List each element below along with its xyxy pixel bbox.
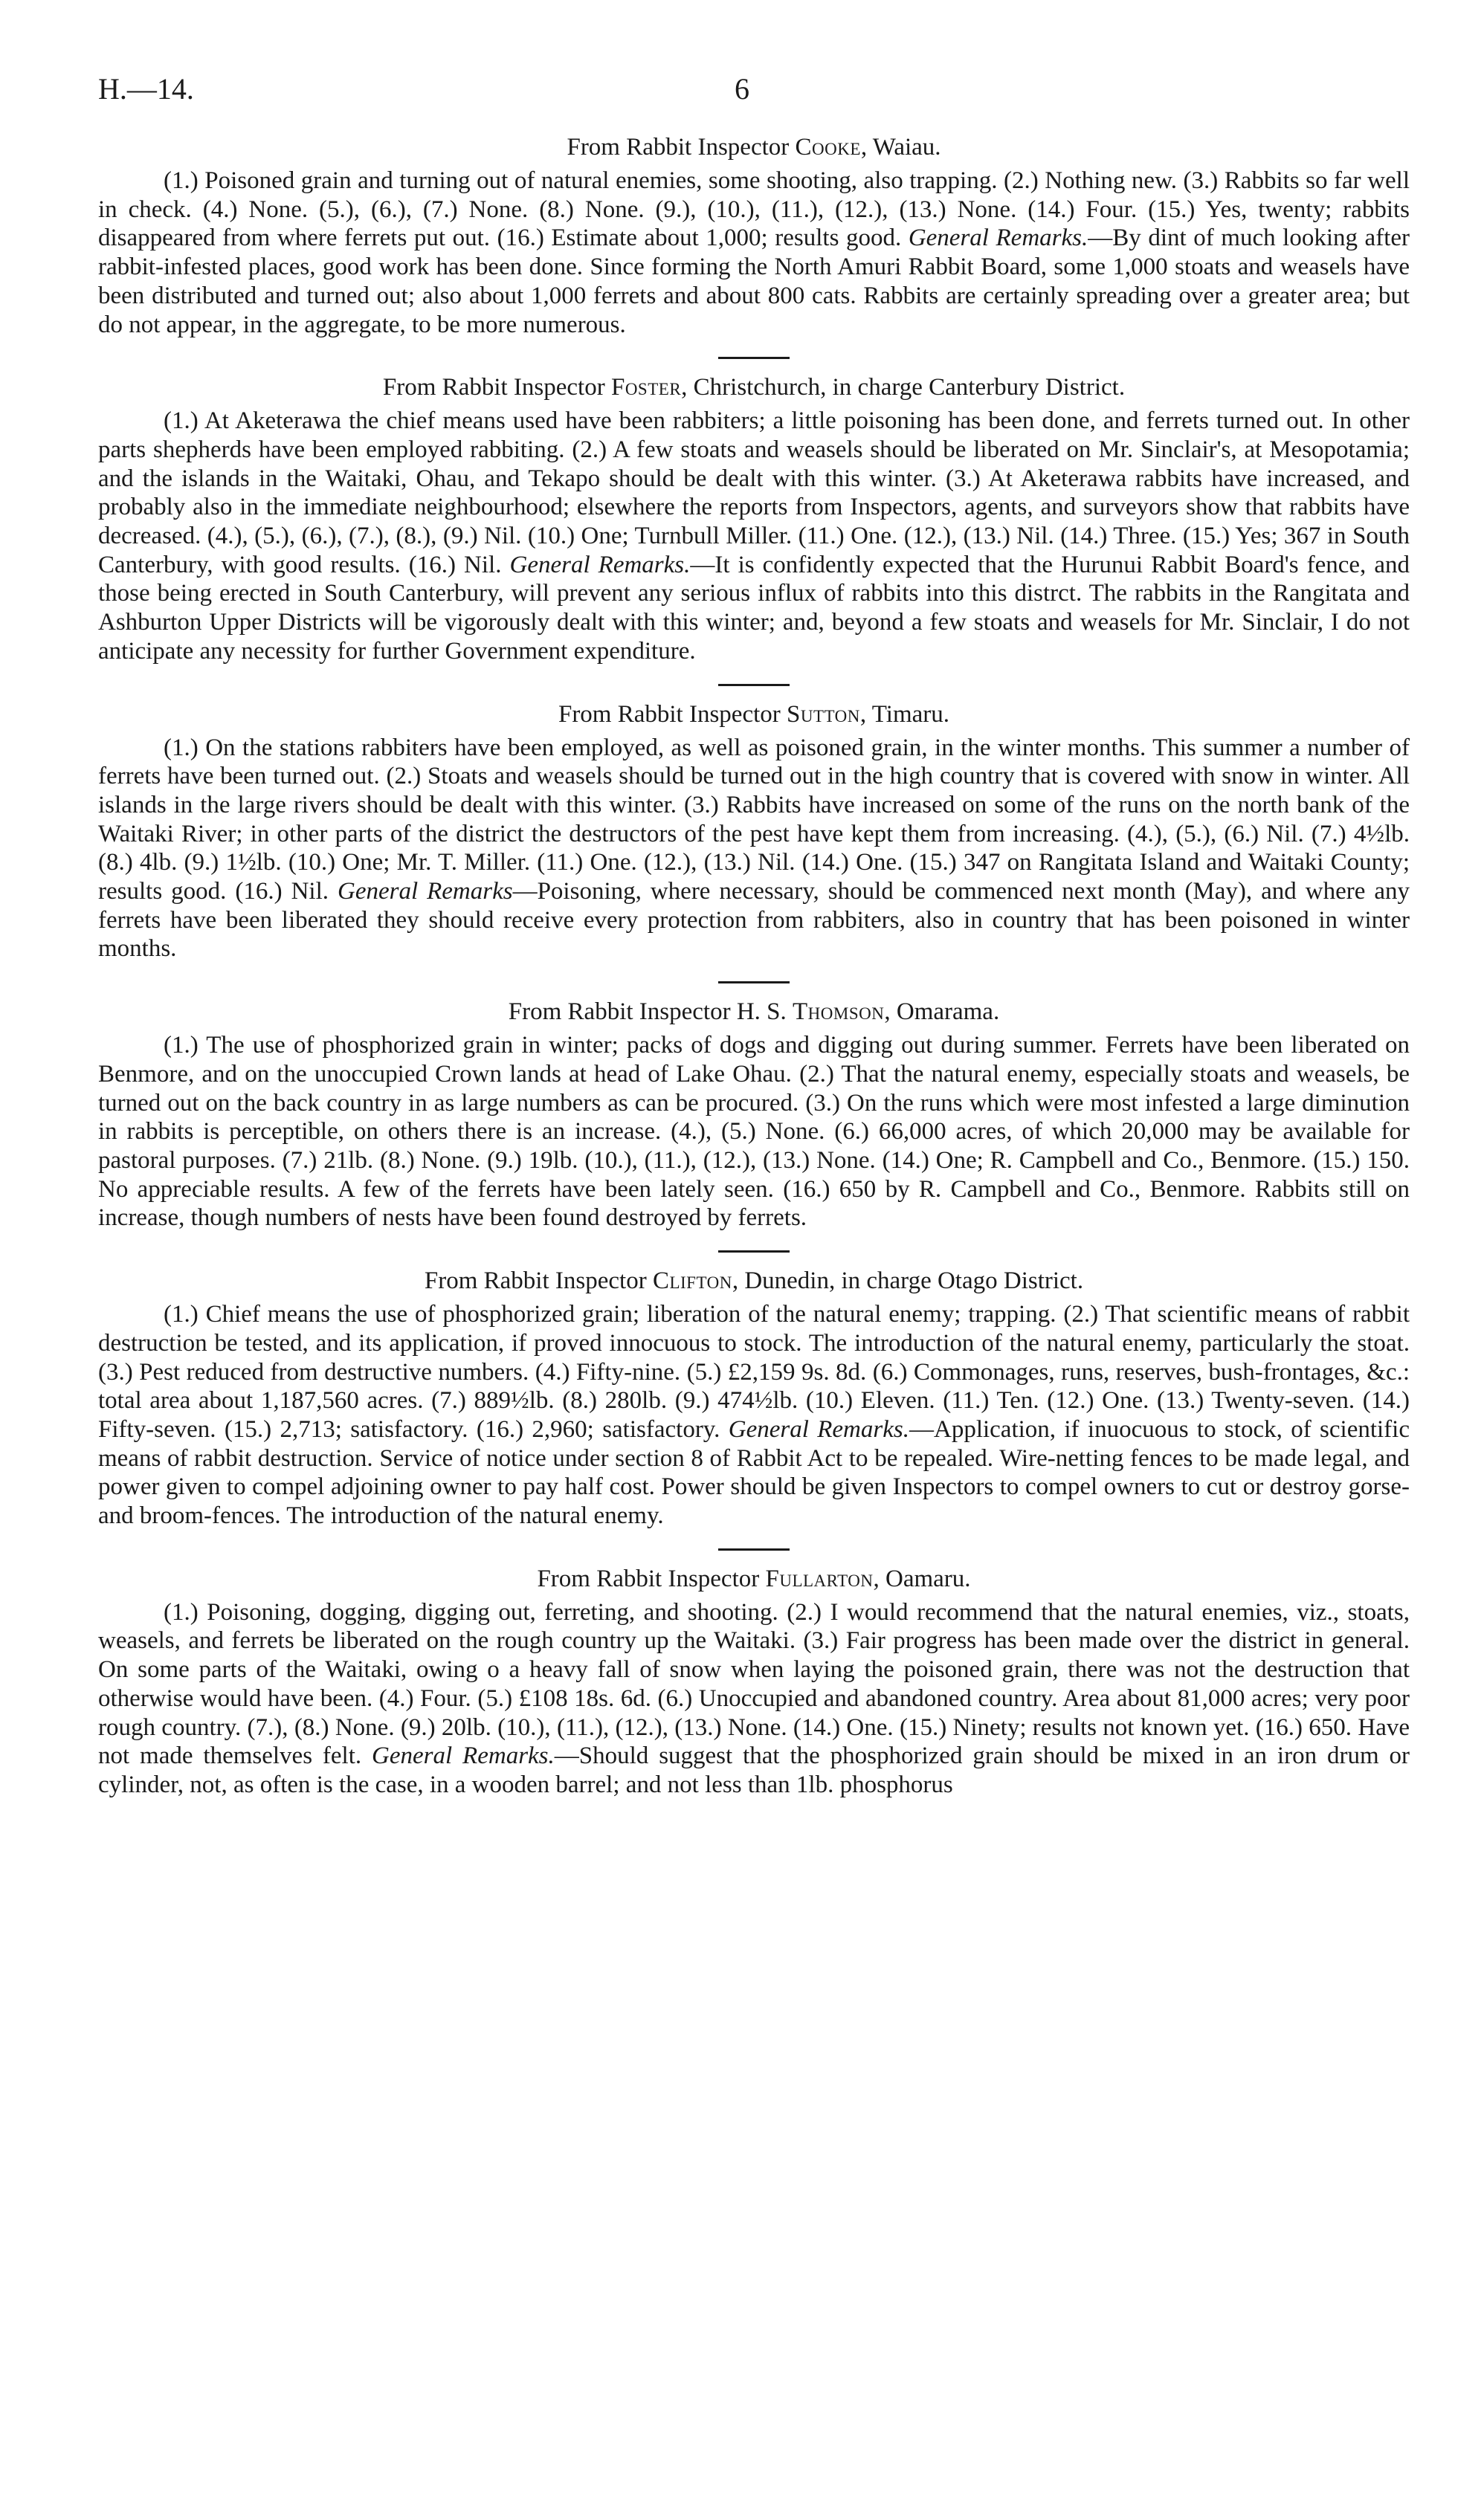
- answers-text: (1.) The use of phosphorized grain in winter; packs of dogs and digging out during summer. Ferrets have been liberated on Benmore, and on the unoccupied Crown lands at head of Lake Ohau. (2.) That the natural enemy, especially stoats and weasels, be turned out on the back country in as large numbers as can be procured. (3.) On the runs which were most infested a large diminution in rabbits is perceptible, on others there is an increase. (4.), (5.) None. (6.) 66,000 acres, of which 20,000 may be available for pastoral purposes. (7.) 21lb. (8.) None. (9.) 19lb. (10.), (11.), (12.), (13.) None. (14.) One; R. Campbell and Co., Benmore. (15.) 150. No appreciable results. A few of the ferrets have been lately seen. (16.) 650 by R. Campbell and Co., Benmore. Rabbits still on increase, though numbers of nests have been found destroyed by ferrets.: [98, 1032, 1410, 1232]
- section-body: [98, 1300, 1410, 1531]
- remarks-text: —Application, if inuocuous to stock, of scientific means of rabbit destruction. Service of notice under section 8 of Rabbit Act to be repealed. Wire-netting fences to be made legal, and power given to compel adjoining owner to pay half cost. Power should be given Inspectors to compel owners to cut or destroy gorse- and broom-fences. The introduction of the natural enemy.: [98, 1415, 1410, 1530]
- heading-location: , Timaru.: [859, 700, 950, 728]
- section-heading: [98, 132, 1410, 162]
- section-divider: [718, 1548, 790, 1551]
- answers-text: (1.) Poisoned grain and turning out of natural enemies, some shooting, also trapping. (2.) Nothing new. (3.) Rabbits so far well in check. (4.) None. (5.), (6.), (7.) None. (8.) None. (9.), (10.), (11.), (12.), (13.) None. (14.) Four. (15.) Yes, twenty; rabbits disappeared from where ferrets put out. (16.) Estimate about 1,000; results good.: [98, 167, 1410, 252]
- remarks-text: —By dint of much looking after rabbit-infested places, good work has been done. Since forming the North Amuri Rabbit Board, some 1,000 stoats and weasels have been distributed and turned out; also about 1,000 ferrets and about 800 cats. Rabbits are certainly spreading over a greater area; but do not appear, in the aggregate, to be more numerous.: [98, 224, 1410, 338]
- remarks-text: —Poisoning, where necessary, should be commenced next month (May), and where any ferrets have been liberated they should receive every protection from rabbiters, also in country that has been poisoned in winter months.: [98, 878, 1410, 963]
- answers-text: (1.) On the stations rabbiters have been employed, as well as poisoned grain, in the winter months. This summer a number of ferrets have been turned out. (2.) Stoats and weasels should be turned out in the high country that is covered with snow in winter. All islands in the large rivers should be dealt with this winter. (3.) Rabbits have increased on some of the runs on the north bank of the Waitaki River; in other parts of the district the destructors of the pest have kept them from increasing. (4.), (5.), (6.) Nil. (7.) 4½lb. (8.) 4lb. (9.) 1½lb. (10.) One; Mr. T. Miller. (11.) One. (12.), (13.) Nil. (14.) One. (15.) 347 on Rangitata Island and Waitaki County; results good. (16.) Nil.: [98, 734, 1410, 905]
- report-section-sutton: [98, 700, 1410, 964]
- section-heading: [98, 1266, 1410, 1296]
- answers-text: (1.) Chief means the use of phosphorized grain; liberation of the natural enemy; trapping. (2.) That scientific means of rabbit destruction be tested, and its application, if proved innocuous to stock. The introduction of the natural enemy, particularly the stoat. (3.) Pest reduced from destructive numbers. (4.) Fifty-nine. (5.) £2,159 9s. 8d. (6.) Commonages, runs, reserves, bush-frontages, &c.: total area about 1,187,560 acres. (7.) 889½lb. (8.) 280lb. (9.) 474½lb. (10.) Eleven. (11.) Ten. (12.) One. (13.) Twenty-seven. (14.) Fifty-seven. (15.) 2,713; satisfactory. (16.) 2,960; satisfactory.: [98, 1301, 1410, 1443]
- remarks-label: General Remarks.: [728, 1415, 909, 1443]
- inspector-name: Sutton: [787, 700, 860, 728]
- section-heading: [98, 700, 1410, 729]
- heading-prefix: From Rabbit Inspector: [567, 134, 796, 161]
- heading-location: , Dunedin, in charge Otago District.: [732, 1267, 1084, 1295]
- remarks-label: General Remarks.: [908, 224, 1088, 252]
- answers-text: (1.) At Aketerawa the chief means used have been rabbiters; a little poisoning has been done, and ferrets turned out. In other parts shepherds have been employed rabbiting. (2.) A few stoats and weasels should be liberated on Mr. Sinclair's, at Mesopotamia; and the islands in the Waitaki, Ohau, and Tekapo should be dealt with this winter. (3.) At Aketerawa rabbits have increased, and probably also in the immediate neighbourhood; elsewhere the reports from Inspectors, agents, and surveyors show that rabbits have decreased. (4.), (5.), (6.), (7.), (8.), (9.) Nil. (10.) One; Turnbull Miller. (11.) One. (12.), (13.) Nil. (14.) Three. (15.) Yes; 367 in South Canterbury, with good results. (16.) Nil.: [98, 407, 1410, 578]
- document-page: [98, 71, 1410, 1800]
- heading-location: , Oamaru.: [873, 1565, 971, 1592]
- heading-prefix: From Rabbit Inspector: [424, 1267, 653, 1295]
- remarks-label: General Remarks.: [372, 1742, 555, 1770]
- answers-text: (1.) Poisoning, dogging, digging out, ferreting, and shooting. (2.) I would recommend that the natural enemies, viz., stoats, weasels, and ferrets be liberated on the rough country up the Waitaki. (3.) Fair progress has been made over the district in general. On some parts of the Waitaki, owing o a heavy fall of snow when laying the poisoned grain, there was not the destruction that otherwise would have been. (4.) Four. (5.) £108 18s. 6d. (6.) Unoccupied and abandoned country. Area about 81,000 acres; very poor rough country. (7.), (8.) None. (9.) 20lb. (10.), (11.), (12.), (13.) None. (14.) One. (15.) Ninety; results not known yet. (16.) 650. Have not made themselves felt.: [98, 1598, 1410, 1770]
- section-divider: [718, 684, 790, 686]
- heading-prefix: From Rabbit Inspector: [558, 700, 787, 728]
- report-section-cooke: [98, 132, 1410, 339]
- section-heading: [98, 1564, 1410, 1594]
- section-body: [98, 1031, 1410, 1232]
- heading-location: , Christchurch, in charge Canterbury District.: [681, 374, 1126, 401]
- section-divider: [718, 981, 790, 983]
- page-number: 6: [735, 72, 749, 106]
- section-divider: [718, 1250, 790, 1253]
- inspector-name: Fullarton: [765, 1565, 874, 1592]
- heading-prefix: From Rabbit Inspector: [382, 374, 611, 401]
- heading-prefix: From Rabbit Inspector H. S.: [508, 998, 793, 1026]
- section-heading: [98, 372, 1410, 402]
- inspector-name: Cooke: [795, 134, 861, 161]
- report-section-clifton: [98, 1266, 1410, 1531]
- section-body: [98, 167, 1410, 339]
- remarks-label: General Remarks.: [509, 551, 691, 578]
- inspector-name: Thomson: [793, 998, 885, 1026]
- remarks-text: —Should suggest that the phosphorized grain should be mixed in an iron drum or cylinder, not, as often is the case, in a wooden barrel; and not less than 1lb. phosphorus: [98, 1742, 1410, 1798]
- heading-prefix: From Rabbit Inspector: [537, 1565, 766, 1592]
- heading-location: , Omarama.: [884, 998, 1000, 1026]
- remarks-label: General Remarks: [337, 878, 513, 905]
- heading-location: , Waiau.: [860, 134, 941, 161]
- inspector-name: Foster: [610, 374, 682, 401]
- section-heading: [98, 997, 1410, 1027]
- section-body: [98, 407, 1410, 665]
- report-reference: H.—14.: [98, 72, 194, 106]
- remarks-text: —It is confidently expected that the Hurunui Rabbit Board's fence, and those being erected in South Canterbury, will prevent any serious influx of rabbits into this distrct. The rabbits in the Rangitata and Ashburton Upper Districts will be vigorously dealt with this winter; and, beyond a few stoats and weasels for Mr. Sinclair, I do not anticipate any necessity for further Government expenditure.: [98, 551, 1410, 665]
- section-body: [98, 734, 1410, 964]
- report-section-fullarton: [98, 1564, 1410, 1800]
- report-section-foster: [98, 372, 1410, 665]
- section-body: [98, 1598, 1410, 1800]
- report-section-thomson: [98, 997, 1410, 1232]
- running-head: [98, 71, 1410, 119]
- section-divider: [718, 357, 790, 359]
- inspector-name: Clifton: [652, 1267, 732, 1295]
